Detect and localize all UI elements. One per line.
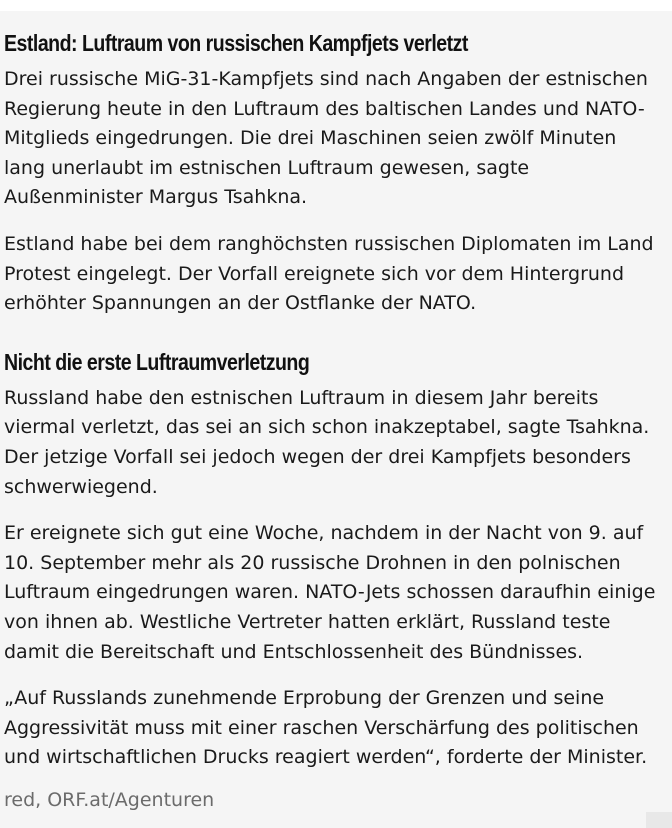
corner-widget xyxy=(646,812,672,828)
paragraph-3: Russland habe den estnischen Luftraum in diesem Jahr bereits viermal verletzt, das sei an sich schon inakzeptabel, sagte Tsahkna. Der jetzige Vorfall sei jedoch wegen der drei Kampfjets besonders schwerwiegend. xyxy=(4,386,650,498)
paragraph-1: Drei russische MiG-31-Kampfjets sind nach Angaben der estnischen Regierung heute in den Luftraum des baltischen Landes und NATO- Mitglieds eingedrungen. Die drei Maschinen seien zwölf Minuten lang unerlaubt im estnischen Luftraum gewesen, sagte Außenminister Margus Tsahkna. xyxy=(4,68,648,209)
headline-not-first-violation: Nicht die erste Luftraumverletzung xyxy=(4,348,310,375)
paragraph-2: Estland habe bei dem ranghöchsten russischen Diplomaten im Land Protest eingelegt. Der Vorfall ereignete sich vor dem Hintergrund erhöhter Spannungen an der Ostflanke der NATO. xyxy=(4,232,654,315)
source-credit: red, ORF.at/Agenturen xyxy=(4,788,215,811)
paragraph-5-quote: „Auf Russlands zunehmende Erprobung der Grenzen und seine Aggressivität muss mit einer raschen Verschärfung des politischen und wirtschaftlichen Drucks reagiert werden“, forderte der Minister. xyxy=(4,687,648,769)
top-strip xyxy=(0,0,672,11)
article xyxy=(4,11,672,815)
headline-estland: Estland: Luftraum von russischen Kampfjets verletzt xyxy=(4,30,468,56)
paragraph-4: Er ereignete sich gut eine Woche, nachdem in der Nacht von 9. auf 10. September mehr als 20 russische Drohnen in den polnischen Luftraum eingedrungen waren. NATO-Jets schossen daraufhin einige von ihnen ab. Westliche Vertreter hatten erklärt, Russland teste damit die Bereitschaft und Entschlossenheit des Bündnisses. xyxy=(4,522,656,663)
